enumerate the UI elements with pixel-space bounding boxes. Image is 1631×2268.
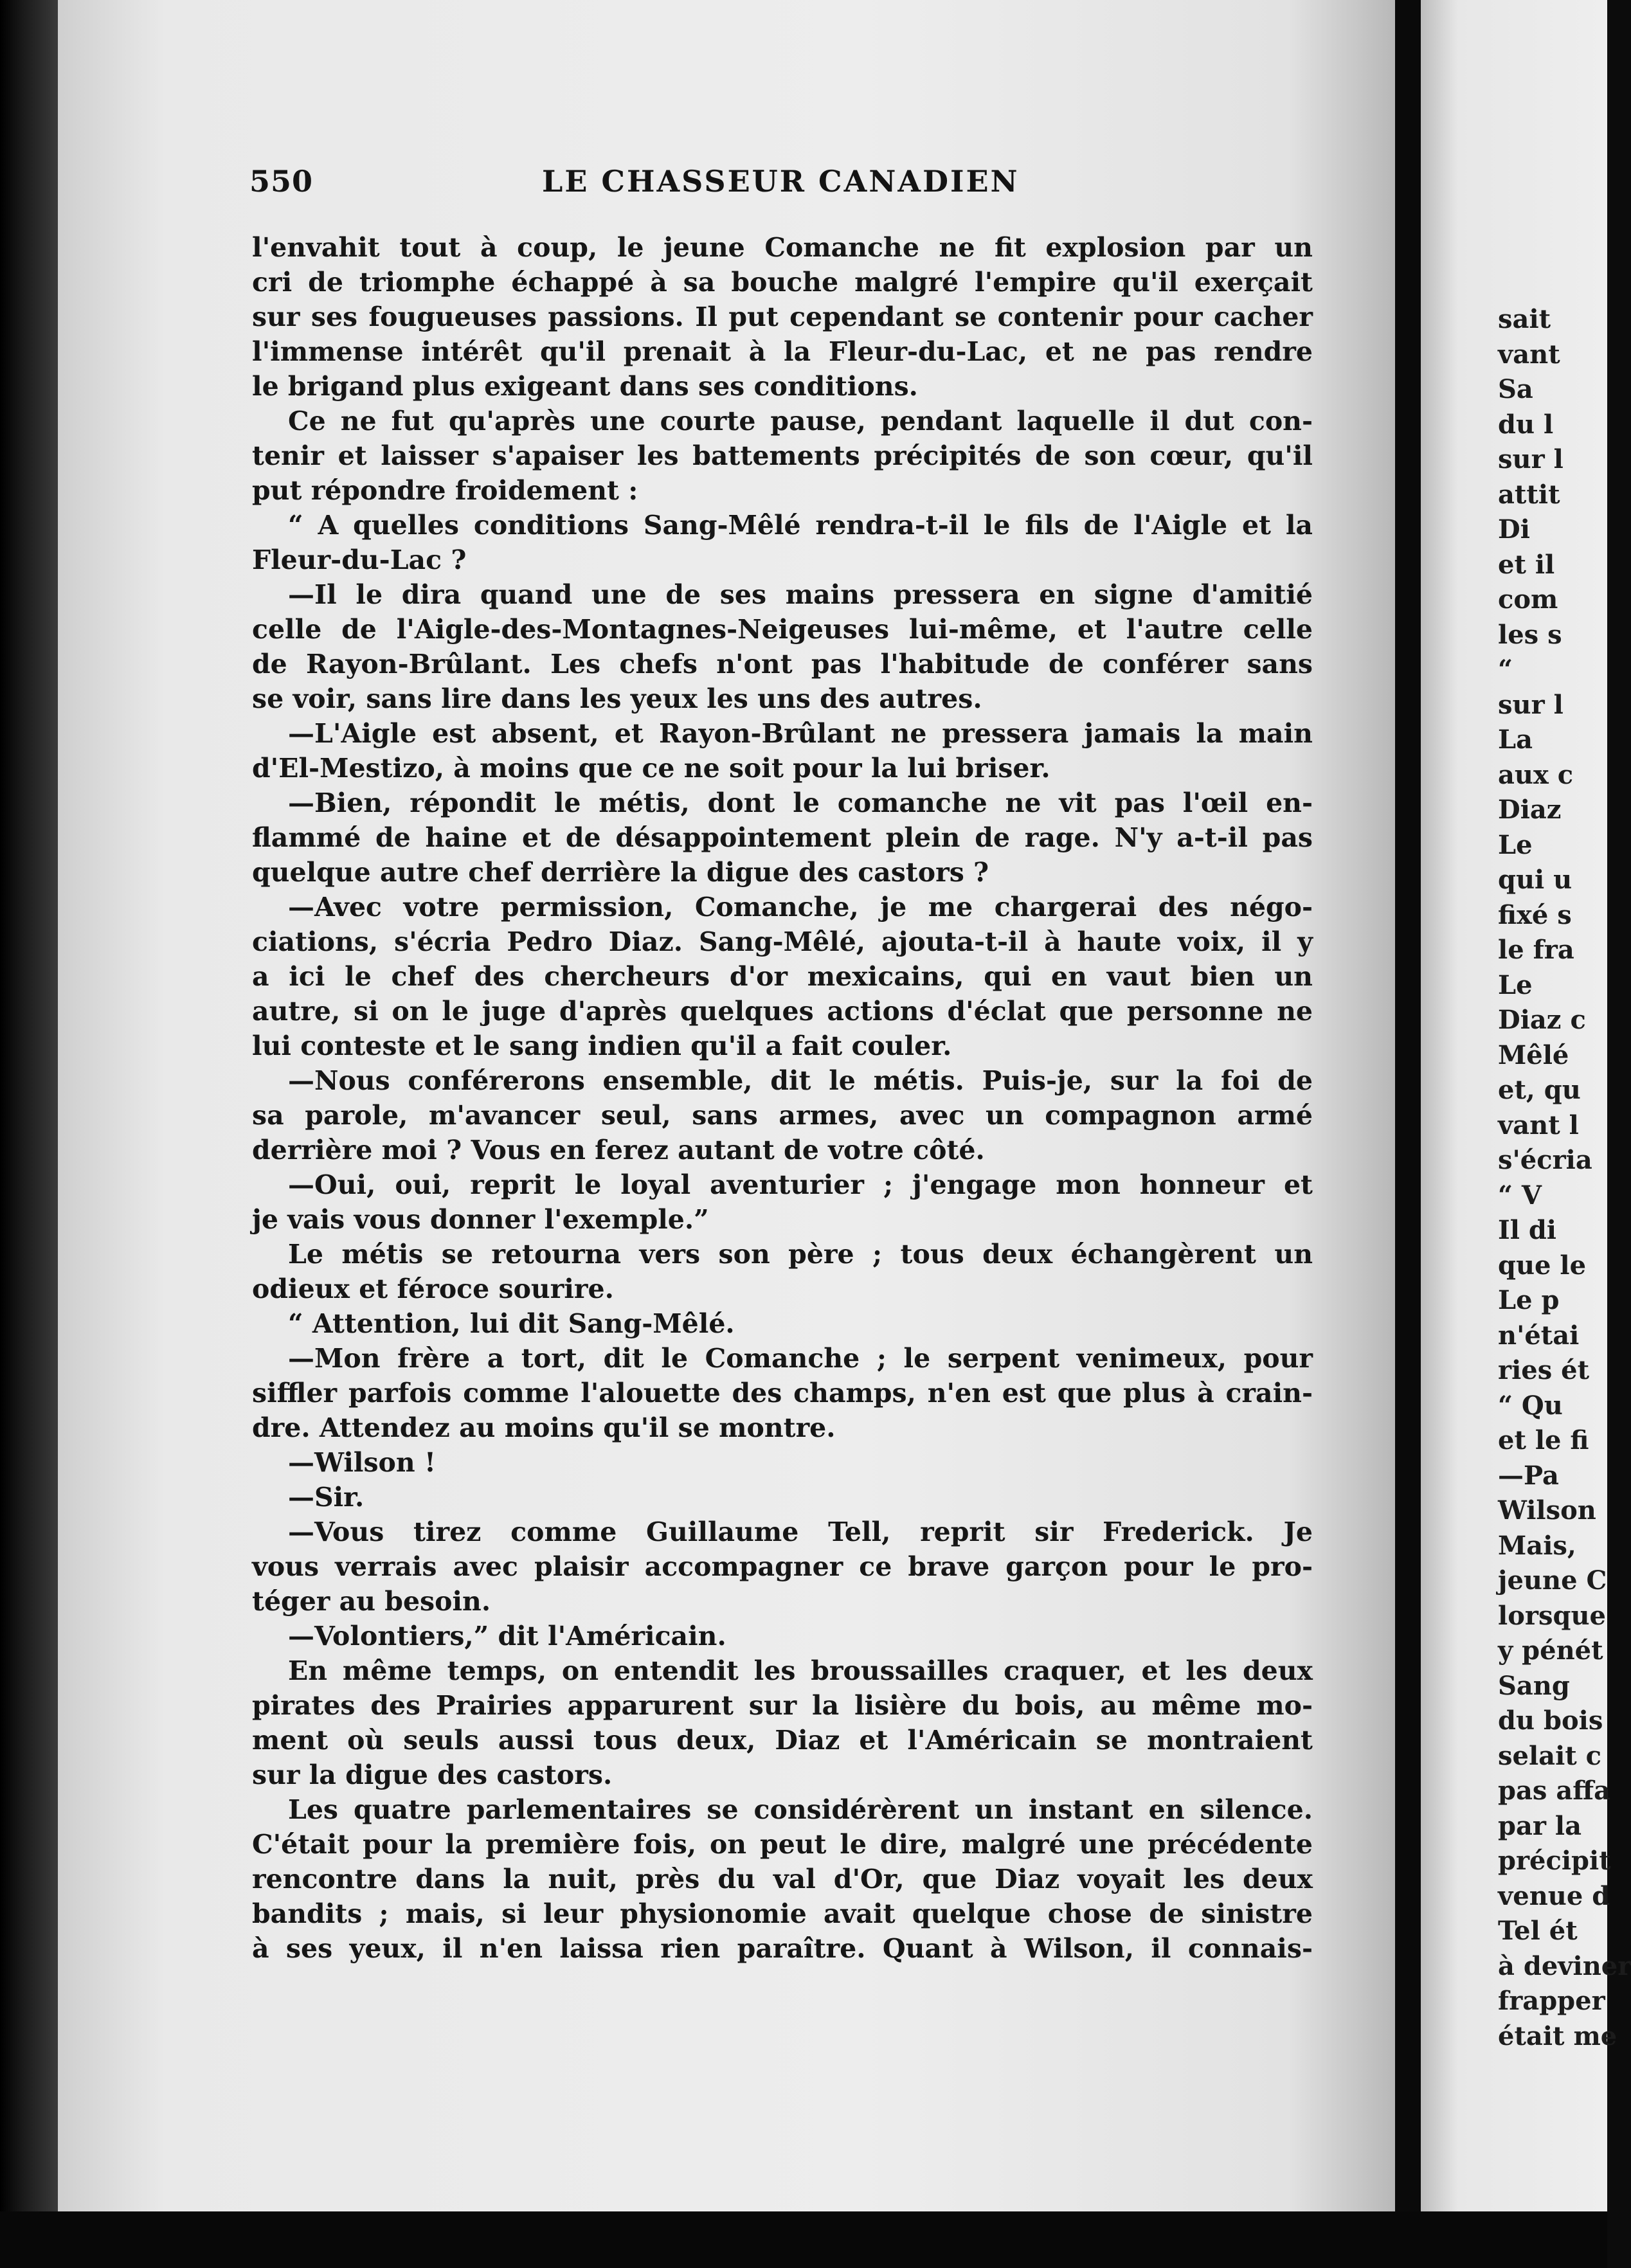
text-line: sur la digue des castors.	[252, 1760, 613, 1790]
text-line: odieux et féroce sourire.	[252, 1274, 614, 1304]
text-line: celle de l'Aigle-des-Montagnes-Neigeuses lui-même, et l'autre celle	[252, 614, 1313, 645]
facing-page-fragment: selait c	[1498, 1740, 1602, 1771]
text-line: C'était pour la première fois, on peut le dire, malgré une précédente	[252, 1829, 1313, 1860]
facing-page-fragment: et le fi	[1498, 1425, 1589, 1455]
facing-page-fragment: “ Qu	[1498, 1390, 1563, 1421]
text-line: téger au besoin.	[252, 1586, 491, 1617]
text-line: a ici le chef des chercheurs d'or mexicains, qui en vaut bien un	[252, 961, 1313, 992]
text-line: ment où seuls aussi tous deux, Diaz et l'Américain se montraient	[252, 1725, 1313, 1756]
facing-page-fragment: par la	[1498, 1810, 1581, 1841]
page-number: 550	[249, 164, 314, 199]
facing-page-fragment: frapper	[1498, 1986, 1605, 2016]
book-binding-edge	[0, 0, 58, 2268]
text-line: Ce ne fut qu'après une courte pause, pendant laquelle il dut con-	[288, 406, 1313, 437]
text-line: —Vous tirez comme Guillaume Tell, reprit sir Frederick. Je	[288, 1516, 1313, 1547]
facing-page-fragment: Il di	[1498, 1215, 1556, 1245]
text-line: dre. Attendez au moins qu'il se montre.	[252, 1412, 836, 1443]
facing-page-fragment: pas affa	[1498, 1776, 1610, 1806]
facing-page-fragment: Mêlé	[1498, 1040, 1569, 1070]
facing-page-fragment: à deviner	[1498, 1950, 1631, 1981]
facing-page-fragment: attit	[1498, 479, 1560, 510]
facing-page-fragment: Le p	[1498, 1285, 1560, 1315]
text-line: sa parole, m'avancer seul, sans armes, avec un compagnon armé	[252, 1100, 1313, 1131]
text-line: de Rayon-Brûlant. Les chefs n'ont pas l'habitude de conférer sans	[252, 649, 1313, 680]
facing-page-fragment: s'écria	[1498, 1145, 1592, 1175]
facing-page-fragment: “ V	[1498, 1180, 1542, 1210]
body-text	[252, 230, 1313, 1966]
text-line: je vais vous donner l'exemple.”	[252, 1204, 709, 1235]
facing-page-fragment: aux c	[1498, 759, 1574, 790]
page-gutter	[1395, 0, 1421, 2268]
text-line: cri de triomphe échappé à sa bouche malgré l'empire qu'il exerçait	[252, 267, 1313, 298]
facing-page-fragment: que le	[1498, 1250, 1587, 1281]
text-line: rencontre dans la nuit, près du val d'Or, que Diaz voyait les deux	[252, 1864, 1313, 1895]
text-line: —Sir.	[288, 1482, 365, 1513]
text-line: —Oui, oui, reprit le loyal aventurier ; j'engage mon honneur et	[288, 1169, 1313, 1200]
text-line: Fleur-du-Lac ?	[252, 544, 467, 575]
facing-page-fragment: Sang	[1498, 1670, 1570, 1701]
facing-page-fragment: —Pa	[1498, 1460, 1559, 1491]
facing-page-fragment: Diaz c	[1498, 1005, 1586, 1035]
facing-page-fragment: Wilson	[1498, 1495, 1596, 1526]
facing-page-fragment: vant	[1498, 339, 1560, 370]
text-line: siffler parfois comme l'alouette des champs, n'en est que plus à crain-	[252, 1378, 1313, 1408]
facing-page-fragment: Le	[1498, 969, 1533, 1000]
facing-page-fragment: et, qu	[1498, 1075, 1581, 1105]
text-line: —Bien, répondit le métis, dont le comanche ne vit pas l'œil en-	[288, 788, 1313, 818]
text-line: —Il le dira quand une de ses mains pressera en signe d'amitié	[288, 579, 1313, 610]
text-line: tenir et laisser s'apaiser les battements précipités de son cœur, qu'il	[252, 440, 1313, 471]
facing-page-fragment: jeune C	[1498, 1565, 1607, 1596]
text-line: flammé de haine et de désappointement plein de rage. N'y a-t-il pas	[252, 822, 1313, 853]
text-line: derrière moi ? Vous en ferez autant de votre côté.	[252, 1135, 985, 1166]
text-line: —Volontiers,” dit l'Américain.	[288, 1621, 726, 1652]
facing-page-fragment: Sa	[1498, 374, 1533, 404]
facing-page-fragment: du bois	[1498, 1706, 1603, 1736]
text-line: le brigand plus exigeant dans ses conditions.	[252, 371, 918, 402]
facing-page-fragment: précipit	[1498, 1846, 1611, 1876]
text-line: Les quatre parlementaires se considérèrent un instant en silence.	[288, 1794, 1313, 1825]
text-line: quelque autre chef derrière la digue des castors ?	[252, 857, 989, 888]
facing-page-fragment: Tel ét	[1498, 1916, 1578, 1946]
facing-page-fragment: le fra	[1498, 935, 1574, 965]
text-line: Le métis se retourna vers son père ; tous deux échangèrent un	[288, 1239, 1313, 1270]
text-line: ciations, s'écria Pedro Diaz. Sang-Mêlé, ajouta-t-il à haute voix, il y	[252, 926, 1313, 957]
text-line: “ Attention, lui dit Sang-Mêlé.	[288, 1308, 735, 1339]
text-line: —Avec votre permission, Comanche, je me chargerai des négo-	[288, 892, 1313, 923]
facing-page-fragment: et il	[1498, 549, 1555, 580]
text-line: se voir, sans lire dans les yeux les uns des autres.	[252, 683, 982, 714]
facing-page-fragment: Di	[1498, 514, 1530, 544]
text-line: —Nous conférerons ensemble, dit le métis. Puis-je, sur la foi de	[288, 1065, 1313, 1096]
facing-page-fragment: sur l	[1498, 689, 1563, 720]
text-line: lui conteste et le sang indien qu'il a fait couler.	[252, 1030, 952, 1061]
text-line: —Mon frère a tort, dit le Comanche ; le serpent venimeux, pour	[288, 1343, 1313, 1374]
text-line: l'immense intérêt qu'il prenait à la Fleur-du-Lac, et ne pas rendre	[252, 336, 1313, 367]
text-line: bandits ; mais, si leur physionomie avait quelque chose de sinistre	[252, 1898, 1313, 1929]
facing-page-fragment: sait	[1498, 304, 1551, 334]
text-line: —L'Aigle est absent, et Rayon-Brûlant ne pressera jamais la main	[288, 718, 1313, 749]
facing-page-text	[1498, 302, 1631, 2054]
facing-page-fragment: Le	[1498, 829, 1533, 860]
text-line: autre, si on le juge d'après quelques actions d'éclat que personne ne	[252, 996, 1313, 1027]
text-line: pirates des Prairies apparurent sur la lisière du bois, au même mo-	[252, 1690, 1313, 1721]
facing-page-fragment: fixé s	[1498, 899, 1572, 930]
text-line: put répondre froidement :	[252, 475, 638, 506]
scan-bottom-edge	[0, 2211, 1607, 2268]
text-line: d'El-Mestizo, à moins que ce ne soit pour la lui briser.	[252, 753, 1050, 784]
text-line: En même temps, on entendit les broussailles craquer, et les deux	[288, 1655, 1313, 1686]
text-line: l'envahit tout à coup, le jeune Comanche ne fit explosion par un	[252, 232, 1313, 263]
facing-page-fragment: vant l	[1498, 1110, 1579, 1140]
text-line: vous verrais avec plaisir accompagner ce brave garçon pour le pro-	[252, 1551, 1313, 1582]
facing-page-fragment: du l	[1498, 409, 1554, 440]
facing-page-fragment: était me	[1498, 2021, 1617, 2051]
text-line: —Wilson !	[288, 1447, 436, 1478]
facing-page-fragment: ries ét	[1498, 1355, 1590, 1385]
facing-page-fragment: Diaz	[1498, 795, 1562, 825]
facing-page-fragment: y pénét	[1498, 1635, 1603, 1666]
text-line: à ses yeux, il n'en laissa rien paraître. Quant à Wilson, il connais-	[252, 1933, 1313, 1964]
running-header	[249, 164, 1310, 209]
text-line: sur ses fougueuses passions. Il put cependant se contenir pour cacher	[252, 302, 1313, 332]
facing-page-fragment: les s	[1498, 619, 1562, 650]
facing-page-fragment: n'étai	[1498, 1320, 1580, 1351]
running-title: LE CHASSEUR CANADIEN	[542, 164, 1020, 199]
facing-page-fragment: com	[1498, 584, 1558, 615]
facing-page-fragment: “	[1498, 654, 1513, 685]
facing-page-fragment: lorsque	[1498, 1600, 1606, 1631]
facing-page-fragment: venue d	[1498, 1880, 1610, 1911]
facing-page-fragment: qui u	[1498, 865, 1572, 895]
text-line: “ A quelles conditions Sang-Mêlé rendra-t-il le fils de l'Aigle et la	[288, 510, 1313, 541]
facing-page-fragment: La	[1498, 724, 1533, 755]
facing-page-fragment: sur l	[1498, 444, 1563, 474]
facing-page-fragment: Mais,	[1498, 1530, 1576, 1561]
